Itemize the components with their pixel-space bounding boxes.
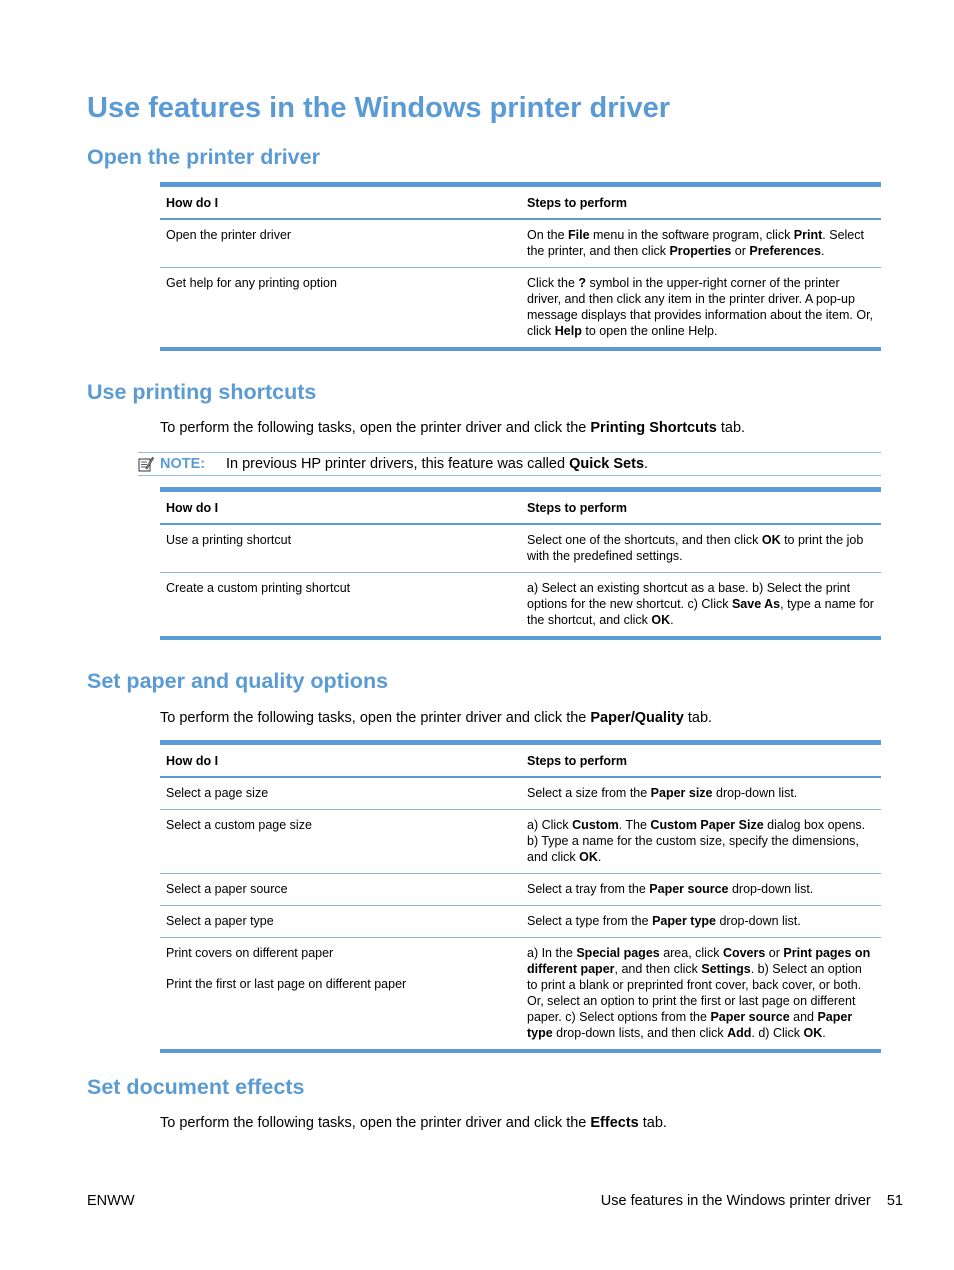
page-title: Use features in the Windows printer driver <box>87 92 671 124</box>
intro-paper-quality: To perform the following tasks, open the printer driver and click the Paper/Quality tab. <box>160 710 713 726</box>
task-cell: Get help for any printing option <box>166 276 337 290</box>
note-pencil-icon <box>138 456 154 472</box>
column-header-steps: Steps to perform <box>521 185 881 220</box>
note-label: NOTE: <box>160 456 206 472</box>
heading-use-printing-shortcuts: Use printing shortcuts <box>87 380 317 404</box>
steps-cell: Select a tray from the Paper source drop-down list. <box>521 874 881 906</box>
task-cell: Select a custom page size <box>160 810 521 874</box>
task-cell: Create a custom printing shortcut <box>166 581 351 595</box>
table-row <box>160 938 881 1052</box>
table-row <box>160 874 881 906</box>
table-printing-shortcuts <box>160 487 881 640</box>
page-number: 51 <box>886 1193 903 1209</box>
task-cell: Select a page size <box>160 777 521 810</box>
table-header-row <box>160 743 881 778</box>
footer-chapter-title: Use features in the Windows printer driver <box>600 1193 871 1209</box>
heading-open-printer-driver: Open the printer driver <box>87 145 320 169</box>
footer-left: ENWW <box>87 1193 135 1209</box>
steps-cell: Select one of the shortcuts, and then click OK to print the job with the predefined settings. <box>521 524 881 573</box>
steps-cell: Click the ? symbol in the upper-right corner of the printer driver, and then click any item in the printer driver. A pop-up message displays that provides information about the item. Or, click Help to open the online Help. <box>527 276 874 338</box>
table-row <box>160 573 881 639</box>
intro-document-effects: To perform the following tasks, open the printer driver and click the Effects tab. <box>160 1115 667 1131</box>
table-row <box>160 268 881 350</box>
table-row <box>160 777 881 810</box>
table-row <box>160 524 881 573</box>
task-cell: Select a paper source <box>160 874 521 906</box>
heading-paper-quality: Set paper and quality options <box>87 669 389 693</box>
column-header-steps: Steps to perform <box>521 743 881 778</box>
table-header-row <box>160 185 881 220</box>
table-open-printer-driver <box>160 182 881 351</box>
steps-cell: a) Select an existing shortcut as a base. b) Select the print options for the new shortcut. c) Click Save As, type a name for the shortcut, and click OK. <box>527 581 874 627</box>
column-header-steps: Steps to perform <box>521 490 881 525</box>
footer-right <box>601 1193 903 1209</box>
note-box <box>138 452 881 476</box>
task-cell: Use a printing shortcut <box>160 524 521 573</box>
table-row <box>160 906 881 938</box>
table-paper-quality <box>160 740 881 1053</box>
steps-cell: a) In the Special pages area, click Covers or Print pages on different paper, and then click Settings. b) Select an option to print a blank or preprinted front cover, back cover, or both. Or, select an option to print the first or last page on different paper. c) Select options from the Paper source and Paper type drop-down lists, and then click Add. d) Click OK. <box>527 946 871 1040</box>
column-header-how-do-i: How do I <box>160 490 521 525</box>
task-cell: Open the printer driver <box>160 219 521 268</box>
table-row <box>160 219 881 268</box>
steps-cell: Select a type from the Paper type drop-down list. <box>521 906 881 938</box>
task-cell: Select a paper type <box>160 906 521 938</box>
note-text: In previous HP printer drivers, this feature was called Quick Sets. <box>226 456 649 472</box>
column-header-how-do-i: How do I <box>160 185 521 220</box>
steps-cell: On the File menu in the software program, click Print. Select the printer, and then click Properties or Preferences. <box>521 219 881 268</box>
steps-cell: a) Click Custom. The Custom Paper Size dialog box opens. b) Type a name for the custom size, specify the dimensions, and click OK. <box>521 810 881 874</box>
column-header-how-do-i: How do I <box>160 743 521 778</box>
table-row <box>160 810 881 874</box>
intro-printing-shortcuts: To perform the following tasks, open the printer driver and click the Printing Shortcuts tab. <box>160 420 746 436</box>
table-header-row <box>160 490 881 525</box>
steps-cell: Select a size from the Paper size drop-down list. <box>521 777 881 810</box>
task-cell: Print covers on different paper Print the first or last page on different paper <box>166 946 407 991</box>
heading-document-effects: Set document effects <box>87 1075 305 1099</box>
